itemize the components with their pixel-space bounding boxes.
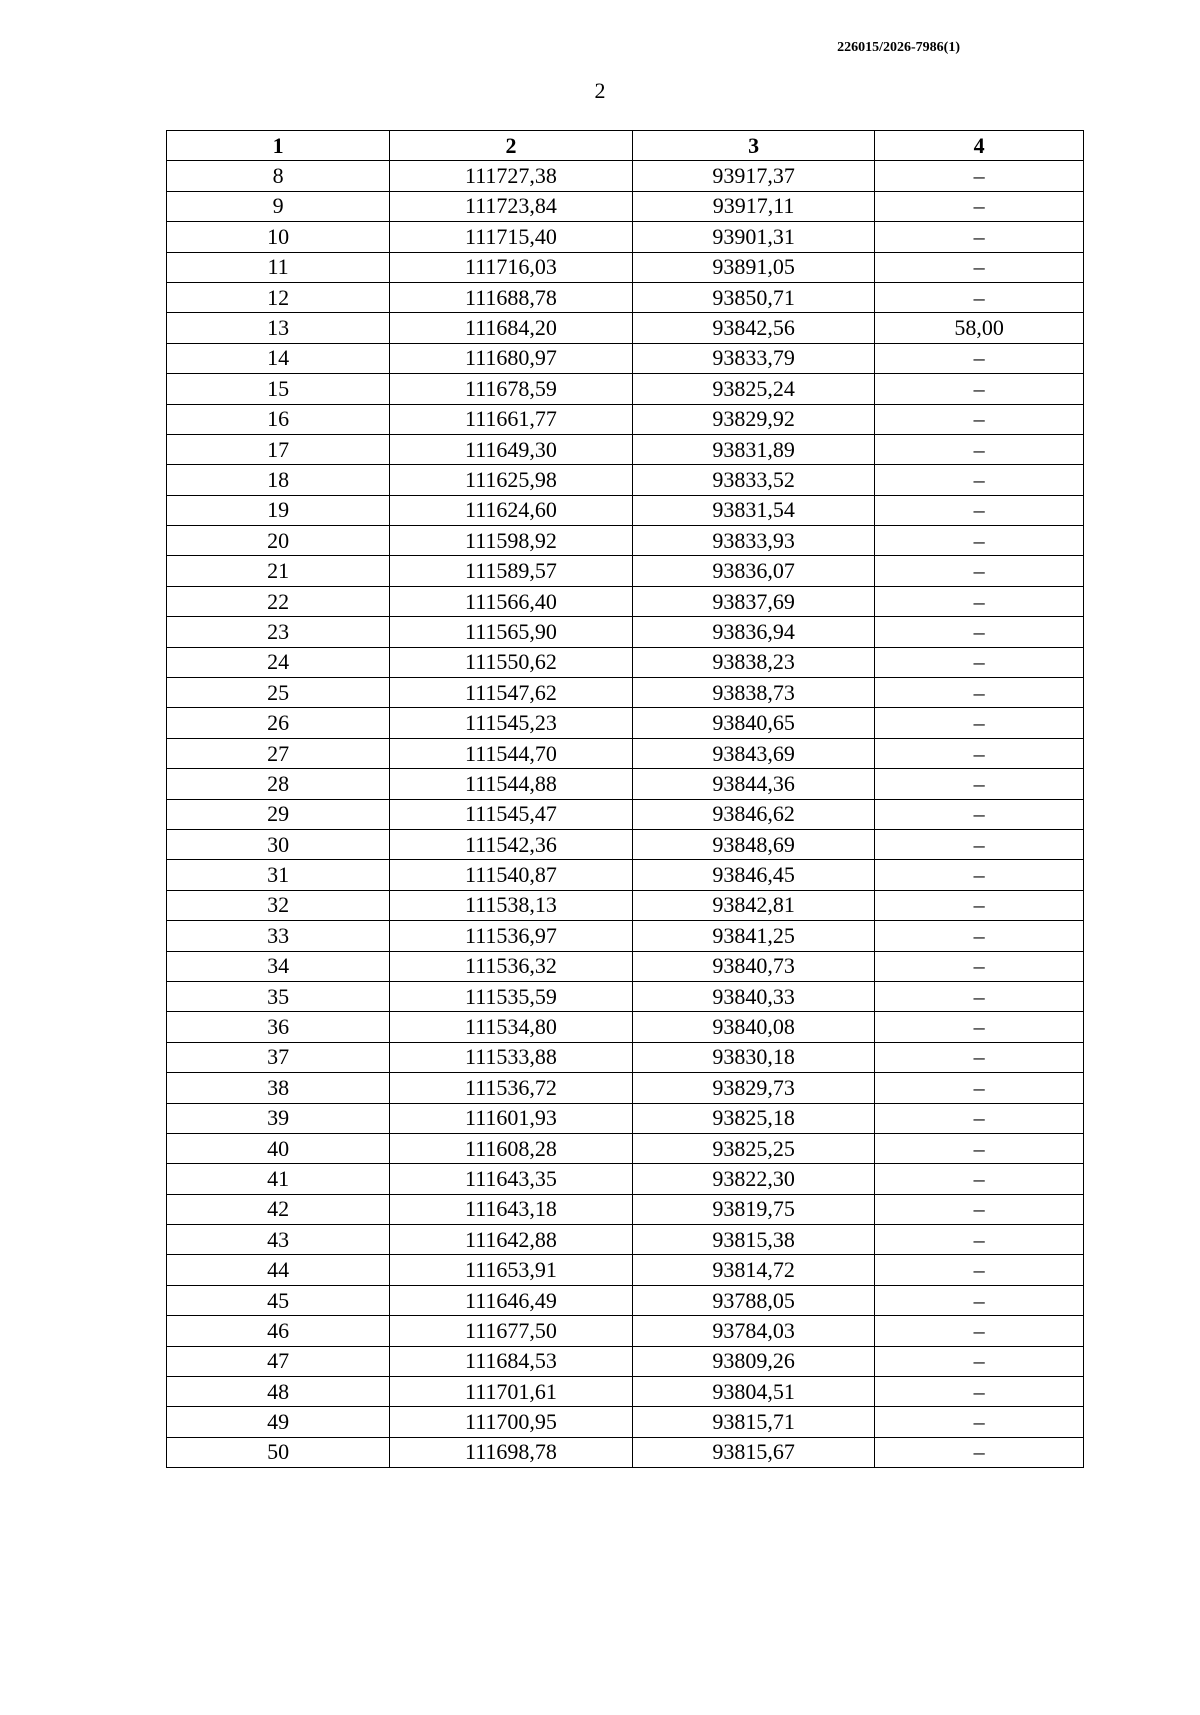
table-cell: 39 <box>167 1103 390 1133</box>
document-id: 226015/2026-7986(1) <box>837 40 960 55</box>
table-cell: 111653,91 <box>390 1255 633 1285</box>
table-cell: – <box>875 860 1084 890</box>
table-cell: 111700,95 <box>390 1407 633 1437</box>
table-cell: 93815,71 <box>632 1407 875 1437</box>
table-cell: 31 <box>167 860 390 890</box>
table-row <box>167 829 1084 859</box>
column-header-4: 4 <box>875 131 1084 161</box>
table-row <box>167 556 1084 586</box>
table-cell: 47 <box>167 1346 390 1376</box>
table-cell: – <box>875 1103 1084 1133</box>
table-cell: 111542,36 <box>390 829 633 859</box>
table-cell: 93829,73 <box>632 1073 875 1103</box>
table-cell: – <box>875 1407 1084 1437</box>
table-cell: 26 <box>167 708 390 738</box>
table-cell: 50 <box>167 1437 390 1467</box>
table-cell: 111535,59 <box>390 981 633 1011</box>
coordinates-table <box>166 130 1084 1468</box>
table-cell: 16 <box>167 404 390 434</box>
table-row <box>167 465 1084 495</box>
table-cell: – <box>875 434 1084 464</box>
table-cell: 111536,72 <box>390 1073 633 1103</box>
table-cell: 93901,31 <box>632 222 875 252</box>
table-row <box>167 1316 1084 1346</box>
table-cell: 93841,25 <box>632 921 875 951</box>
table-cell: 111642,88 <box>390 1225 633 1255</box>
table-cell: 93825,18 <box>632 1103 875 1133</box>
table-cell: 111727,38 <box>390 161 633 191</box>
table-cell: 13 <box>167 313 390 343</box>
table-row <box>167 191 1084 221</box>
table-cell: – <box>875 1012 1084 1042</box>
table-cell: 93836,07 <box>632 556 875 586</box>
table-cell: 111688,78 <box>390 282 633 312</box>
table-row <box>167 374 1084 404</box>
table-cell: 93833,93 <box>632 526 875 556</box>
table-cell: – <box>875 1316 1084 1346</box>
table-row <box>167 1133 1084 1163</box>
column-header-1: 1 <box>167 131 390 161</box>
table-cell: 42 <box>167 1194 390 1224</box>
table-cell: 93814,72 <box>632 1255 875 1285</box>
table-cell: 45 <box>167 1285 390 1315</box>
table-cell: 111716,03 <box>390 252 633 282</box>
table-cell: 111643,35 <box>390 1164 633 1194</box>
table-row <box>167 769 1084 799</box>
table-cell: 25 <box>167 678 390 708</box>
table-cell: 48 <box>167 1377 390 1407</box>
table-cell: 93840,65 <box>632 708 875 738</box>
table-cell: 111565,90 <box>390 617 633 647</box>
table-cell: 12 <box>167 282 390 312</box>
table-cell: – <box>875 1437 1084 1467</box>
table-cell: 38 <box>167 1073 390 1103</box>
table-cell: 33 <box>167 921 390 951</box>
table-cell: 111544,70 <box>390 738 633 768</box>
table-cell: – <box>875 161 1084 191</box>
table-row <box>167 1377 1084 1407</box>
table-cell: 44 <box>167 1255 390 1285</box>
table-cell: – <box>875 556 1084 586</box>
column-header-2: 2 <box>390 131 633 161</box>
table-cell: 111566,40 <box>390 586 633 616</box>
table-cell: – <box>875 1042 1084 1072</box>
table-cell: – <box>875 829 1084 859</box>
table-row <box>167 1164 1084 1194</box>
table-cell: – <box>875 282 1084 312</box>
table-row <box>167 708 1084 738</box>
table-cell: 17 <box>167 434 390 464</box>
table-cell: 28 <box>167 769 390 799</box>
table-cell: 93840,73 <box>632 951 875 981</box>
table-cell: 27 <box>167 738 390 768</box>
table-cell: 111533,88 <box>390 1042 633 1072</box>
table-cell: 111677,50 <box>390 1316 633 1346</box>
table-cell: 93850,71 <box>632 282 875 312</box>
table-row <box>167 1255 1084 1285</box>
table-cell: – <box>875 252 1084 282</box>
table-cell: 93842,56 <box>632 313 875 343</box>
table-cell: 111680,97 <box>390 343 633 373</box>
table-cell: 93809,26 <box>632 1346 875 1376</box>
table-row <box>167 404 1084 434</box>
table-row <box>167 860 1084 890</box>
table-row <box>167 343 1084 373</box>
table-cell: – <box>875 1346 1084 1376</box>
table-cell: 8 <box>167 161 390 191</box>
table-cell: 32 <box>167 890 390 920</box>
table-cell: 35 <box>167 981 390 1011</box>
table-cell: 93891,05 <box>632 252 875 282</box>
table-cell: 19 <box>167 495 390 525</box>
table-cell: 30 <box>167 829 390 859</box>
table-cell: 111534,80 <box>390 1012 633 1042</box>
table-body <box>167 161 1084 1468</box>
table-cell: 111701,61 <box>390 1377 633 1407</box>
page-number: 2 <box>594 78 606 103</box>
table-cell: 111649,30 <box>390 434 633 464</box>
table-cell: 40 <box>167 1133 390 1163</box>
table-cell: 36 <box>167 1012 390 1042</box>
table-cell: 37 <box>167 1042 390 1072</box>
table-cell: 93825,24 <box>632 374 875 404</box>
table-cell: – <box>875 1133 1084 1163</box>
table-cell: 20 <box>167 526 390 556</box>
table-cell: 111545,23 <box>390 708 633 738</box>
table-cell: 93838,23 <box>632 647 875 677</box>
table-cell: – <box>875 586 1084 616</box>
table-cell: 111608,28 <box>390 1133 633 1163</box>
table-cell: 15 <box>167 374 390 404</box>
table-cell: – <box>875 708 1084 738</box>
table-cell: 93815,67 <box>632 1437 875 1467</box>
table-cell: 111715,40 <box>390 222 633 252</box>
table-cell: 111646,49 <box>390 1285 633 1315</box>
table-cell: 111540,87 <box>390 860 633 890</box>
table-row <box>167 586 1084 616</box>
table-row <box>167 890 1084 920</box>
table-cell: 93825,25 <box>632 1133 875 1163</box>
table-cell: – <box>875 1073 1084 1103</box>
table-cell: 111601,93 <box>390 1103 633 1133</box>
table-cell: – <box>875 1285 1084 1315</box>
table-cell: 93836,94 <box>632 617 875 647</box>
table-row <box>167 738 1084 768</box>
table-row <box>167 1103 1084 1133</box>
table-cell: 93833,52 <box>632 465 875 495</box>
table-cell: 93917,37 <box>632 161 875 191</box>
table-cell: 111723,84 <box>390 191 633 221</box>
table-cell: – <box>875 951 1084 981</box>
table-cell: 22 <box>167 586 390 616</box>
table-cell: – <box>875 799 1084 829</box>
table-cell: – <box>875 1164 1084 1194</box>
table-cell: – <box>875 678 1084 708</box>
table-cell: 93831,54 <box>632 495 875 525</box>
table-cell: – <box>875 404 1084 434</box>
table-cell: 93837,69 <box>632 586 875 616</box>
table-cell: 34 <box>167 951 390 981</box>
table-cell: 93788,05 <box>632 1285 875 1315</box>
table-cell: 111684,53 <box>390 1346 633 1376</box>
table-row <box>167 1194 1084 1224</box>
table-cell: 93822,30 <box>632 1164 875 1194</box>
table-cell: 93815,38 <box>632 1225 875 1255</box>
table-cell: 14 <box>167 343 390 373</box>
table-cell: 111698,78 <box>390 1437 633 1467</box>
table-cell: 93846,45 <box>632 860 875 890</box>
table-cell: 111547,62 <box>390 678 633 708</box>
table-cell: 49 <box>167 1407 390 1437</box>
table-row <box>167 1346 1084 1376</box>
table-cell: 93830,18 <box>632 1042 875 1072</box>
table-row <box>167 1012 1084 1042</box>
table-cell: 93784,03 <box>632 1316 875 1346</box>
table-cell: 93819,75 <box>632 1194 875 1224</box>
table-cell: 93840,33 <box>632 981 875 1011</box>
table-cell: 111550,62 <box>390 647 633 677</box>
table-row <box>167 1407 1084 1437</box>
table-cell: 18 <box>167 465 390 495</box>
table-cell: – <box>875 1225 1084 1255</box>
table-cell: 93833,79 <box>632 343 875 373</box>
table-row <box>167 161 1084 191</box>
table-row <box>167 1285 1084 1315</box>
table-cell: 111684,20 <box>390 313 633 343</box>
table-cell: – <box>875 617 1084 647</box>
table-cell: 58,00 <box>875 313 1084 343</box>
table-row <box>167 1042 1084 1072</box>
table-row <box>167 222 1084 252</box>
table-cell: – <box>875 343 1084 373</box>
table-cell: 93917,11 <box>632 191 875 221</box>
table-row <box>167 313 1084 343</box>
table-cell: 93846,62 <box>632 799 875 829</box>
table-cell: – <box>875 374 1084 404</box>
table-cell: 111624,60 <box>390 495 633 525</box>
table-cell: – <box>875 738 1084 768</box>
table-cell: 111545,47 <box>390 799 633 829</box>
table-cell: – <box>875 1377 1084 1407</box>
table-row <box>167 1437 1084 1467</box>
table-cell: 23 <box>167 617 390 647</box>
table-cell: 41 <box>167 1164 390 1194</box>
table-row <box>167 799 1084 829</box>
table-row <box>167 1225 1084 1255</box>
table-row <box>167 526 1084 556</box>
table-cell: 93804,51 <box>632 1377 875 1407</box>
table-cell: 111678,59 <box>390 374 633 404</box>
table-row <box>167 495 1084 525</box>
table-cell: 46 <box>167 1316 390 1346</box>
table-cell: 11 <box>167 252 390 282</box>
table-cell: 111661,77 <box>390 404 633 434</box>
table-row <box>167 647 1084 677</box>
column-header-3: 3 <box>632 131 875 161</box>
table-row <box>167 617 1084 647</box>
table-row <box>167 921 1084 951</box>
table-cell: 29 <box>167 799 390 829</box>
table-cell: – <box>875 191 1084 221</box>
table-row <box>167 981 1084 1011</box>
table-cell: – <box>875 465 1084 495</box>
table-row <box>167 951 1084 981</box>
table-cell: 111536,97 <box>390 921 633 951</box>
table-row <box>167 1073 1084 1103</box>
table-cell: 93844,36 <box>632 769 875 799</box>
table-cell: – <box>875 890 1084 920</box>
table-cell: – <box>875 921 1084 951</box>
table-cell: 93842,81 <box>632 890 875 920</box>
table-cell: – <box>875 769 1084 799</box>
table-cell: – <box>875 526 1084 556</box>
table-cell: 93840,08 <box>632 1012 875 1042</box>
table-cell: 9 <box>167 191 390 221</box>
table-cell: – <box>875 495 1084 525</box>
table-row <box>167 678 1084 708</box>
table-cell: 111598,92 <box>390 526 633 556</box>
table-cell: 111625,98 <box>390 465 633 495</box>
table-cell: 111643,18 <box>390 1194 633 1224</box>
table-cell: 93843,69 <box>632 738 875 768</box>
table-cell: 93829,92 <box>632 404 875 434</box>
table-cell: 111544,88 <box>390 769 633 799</box>
table-cell: – <box>875 647 1084 677</box>
table-cell: 10 <box>167 222 390 252</box>
table-header-row <box>167 131 1084 161</box>
table-cell: 93831,89 <box>632 434 875 464</box>
table-cell: – <box>875 1255 1084 1285</box>
table-cell: 93838,73 <box>632 678 875 708</box>
table-cell: 111589,57 <box>390 556 633 586</box>
table-row <box>167 434 1084 464</box>
table-row <box>167 282 1084 312</box>
table-cell: 111536,32 <box>390 951 633 981</box>
table-cell: 111538,13 <box>390 890 633 920</box>
table-cell: 93848,69 <box>632 829 875 859</box>
table-cell: 21 <box>167 556 390 586</box>
table-cell: – <box>875 981 1084 1011</box>
table-row <box>167 252 1084 282</box>
table-cell: – <box>875 1194 1084 1224</box>
table-cell: 43 <box>167 1225 390 1255</box>
table-cell: 24 <box>167 647 390 677</box>
table-cell: – <box>875 222 1084 252</box>
